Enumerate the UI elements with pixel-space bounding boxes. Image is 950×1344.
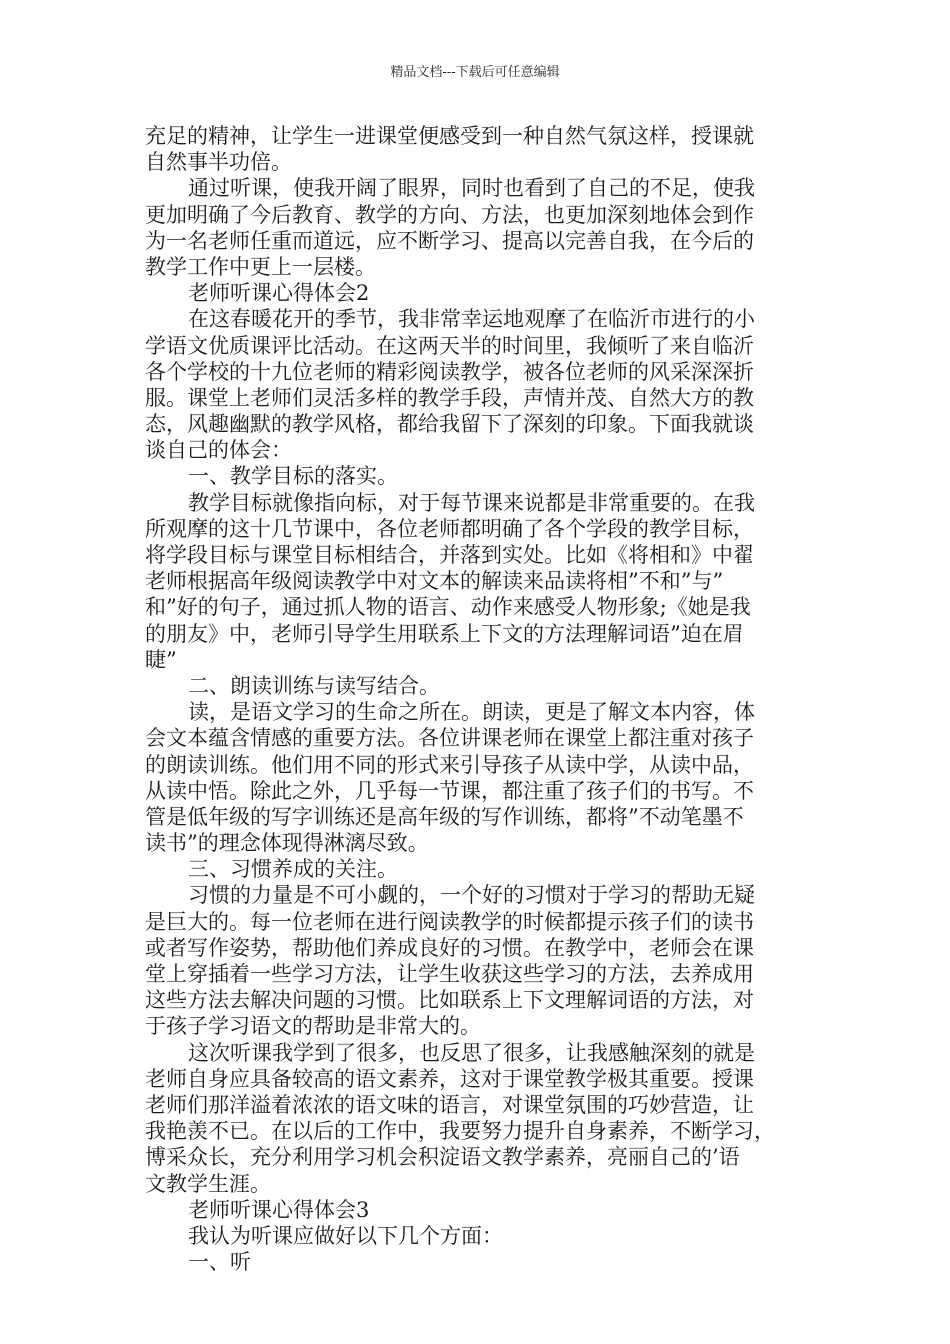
text-line: 和”好的句子，通过抓人物的语言、动作来感受人物形象;《她是我 bbox=[145, 595, 751, 620]
text-line: 堂上穿插着一些学习方法，让学生收获这些学习的方法，去养成用 bbox=[145, 962, 754, 986]
text-line: 于孩子学习语文的帮助是非常大的。 bbox=[145, 1014, 481, 1039]
text-line: 的朋友》中，老师引导学生用联系上下文的方法理解词语”迫在眉 bbox=[145, 621, 744, 646]
text-line: 学语文优质课评比活动。在这两天半的时间里，我倾听了来自临沂 bbox=[145, 333, 754, 358]
text-line: 会文本蕴含情感的重要方法。各位讲课老师在课堂上都注重对孩子 bbox=[145, 726, 754, 751]
text-line: 服。课堂上老师们灵活多样的教学手段，声情并茂、自然大方的教 bbox=[145, 385, 754, 410]
text-line: 更加明确了今后教育、教学的方向、方法，也更加深刻地体会到作 bbox=[145, 202, 754, 227]
text-line: 谈自己的体会： bbox=[145, 438, 292, 463]
text-line: 从读中悟。除此之外，几乎每一节课，都注重了孩子们的书写。不 bbox=[145, 778, 754, 803]
text-line: 老师听课心得体会2 bbox=[188, 281, 370, 306]
text-line: 这些方法去解决问题的习惯。比如联系上下文理解词语的方法，对 bbox=[145, 988, 754, 1013]
text-line: 我认为听课应做好以下几个方面： bbox=[188, 1223, 503, 1248]
text-line: 读书”的理念体现得淋漓尽致。 bbox=[145, 831, 429, 856]
text-line: 我艳羡不已。在以后的工作中，我要努力提升自身素养，不断学习， bbox=[145, 1119, 775, 1144]
text-line: 老师们那洋溢着浓浓的语文味的语言，对课堂氛围的巧妙营造，让 bbox=[145, 1092, 754, 1117]
text-line: 通过听课，使我开阔了眼界，同时也看到了自己的不足，使我 bbox=[188, 176, 755, 201]
text-line: 老师听课心得体会3 bbox=[188, 1197, 370, 1222]
text-line: 睫” bbox=[145, 647, 177, 672]
text-line: 的朗读训练。他们用不同的形式来引导孩子从读中学，从读中品， bbox=[145, 752, 754, 777]
text-line: 充足的精神，让学生一进课堂便感受到一种自然气氛这样，授课就 bbox=[145, 124, 754, 148]
text-line: 为一名老师任重而道远，应不断学习、提高以完善自我，在今后的 bbox=[145, 228, 754, 253]
text-line: 一、教学目标的落实。 bbox=[188, 464, 398, 489]
text-line: 将学段目标与课堂目标相结合，并落到实处。比如《将相和》中翟 bbox=[145, 543, 754, 567]
text-line: 三、习惯养成的关注。 bbox=[188, 857, 398, 882]
text-line: 博采众长，充分利用学习机会积淀语文教学素养，亮丽自己的’语 bbox=[145, 1145, 740, 1170]
text-line: 老师根据高年级阅读教学中对文本的解读来品读将相”不和”与” bbox=[145, 569, 724, 594]
text-line: 这次听课我学到了很多，也反思了很多，让我感触深刻的就是 bbox=[188, 1040, 755, 1065]
text-line: 各个学校的十九位老师的精彩阅读教学，被各位老师的风采深深折 bbox=[145, 359, 754, 384]
document-body bbox=[145, 123, 809, 1275]
text-line: 习惯的力量是不可小觑的，一个好的习惯对于学习的帮助无疑 bbox=[188, 883, 755, 908]
text-line: 管是低年级的写字训练还是高年级的写作训练，都将”不动笔墨不 bbox=[145, 804, 744, 829]
text-line: 二、朗读训练与读写结合。 bbox=[188, 673, 440, 698]
text-line: 自然事半功倍。 bbox=[145, 150, 292, 175]
text-line: 读，是语文学习的生命之所在。朗读，更是了解文本内容，体 bbox=[188, 700, 755, 725]
text-line: 是巨大的。每一位老师在进行阅读教学的时候都提示孩子们的读书 bbox=[145, 909, 754, 934]
text-line: 教学工作中更上一层楼。 bbox=[145, 254, 376, 279]
text-line: 态，风趣幽默的教学风格，都给我留下了深刻的印象。下面我就谈 bbox=[145, 412, 754, 437]
text-line: 所观摩的这十几节课中，各位老师都明确了各个学段的教学目标， bbox=[145, 516, 754, 541]
text-line: 老师自身应具备较高的语文素养，这对于课堂教学极其重要。授课 bbox=[145, 1066, 754, 1091]
page-header: 精品文档---下载后可任意编辑 bbox=[390, 65, 560, 80]
text-line: 在这春暖花开的季节，我非常幸运地观摩了在临沂市进行的小 bbox=[188, 307, 755, 332]
text-line: 或者写作姿势，帮助他们养成良好的习惯。在教学中，老师会在课 bbox=[145, 935, 754, 960]
text-line: 一、听 bbox=[188, 1250, 251, 1275]
text-line: 文教学生涯。 bbox=[145, 1171, 271, 1196]
text-line: 教学目标就像指向标，对于每节课来说都是非常重要的。在我 bbox=[188, 490, 755, 515]
